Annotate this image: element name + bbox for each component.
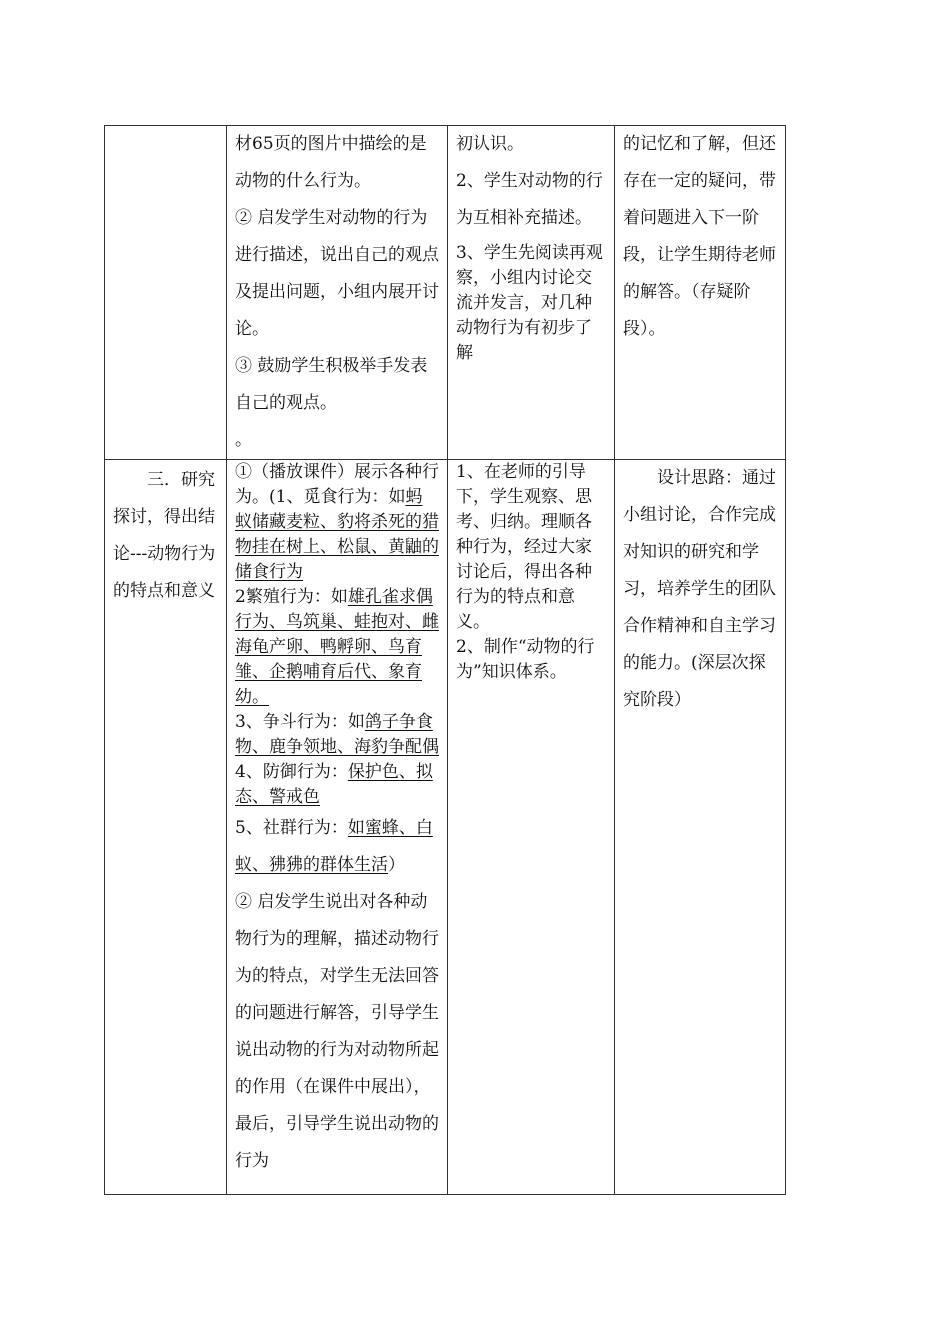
- teacher-activity-text: 。: [235, 430, 252, 450]
- teacher-activity-text: 4、防御行为：保护色、拟态、警戒色: [235, 762, 433, 807]
- feeding-examples: 蚂蚁储藏麦粒、豹将杀死的猎物挂在树上、松鼠、黄鼬的储食行为: [235, 487, 439, 582]
- stage-title: 三．研究探讨，得出结论---动物行为的特点和意义: [113, 470, 216, 601]
- student-activity-text: 1、在老师的引导下，学生观察、思考、归纳。理顺各种行为，经过大家讨论后，得出各种行为的特点和意义。: [456, 462, 592, 632]
- stage-cell: [105, 126, 227, 460]
- student-activity-text: 初认识。: [456, 134, 524, 154]
- design-intent-text: 设计思路：通过小组讨论，合作完成对知识的研究和学习，培养学生的团队合作精神和自主学习的能力。(深层次探究阶段）: [623, 468, 776, 710]
- table-row: [105, 460, 786, 1195]
- teacher-activity-text: 3、争斗行为：如鸽子争食物、鹿争领地、海豹争配偶: [235, 712, 439, 757]
- table-row: [105, 126, 786, 460]
- student-activity-cell: [448, 126, 615, 460]
- teacher-activity-text: ①（播放课件）展示各种行为。(1、觅食行为：如蚂蚁储藏麦粒、豹将杀死的猎物挂在树上、松鼠、黄鼬的储食行为: [235, 462, 439, 582]
- teacher-activity-text: 5、社群行为：如蜜蜂、白蚁、狒狒的群体生活）: [235, 818, 433, 875]
- social-examples: 如蜜蜂、白蚁、狒狒的群体生活: [235, 818, 433, 875]
- teacher-activity-cell: [227, 126, 448, 460]
- fighting-examples: 鸽子争食物、鹿争领地、海豹争配偶: [235, 712, 439, 757]
- reproduction-examples: 雄孔雀求偶行为、鸟筑巢、蛙抱对、雌海龟产卵、鸭孵卵、鸟育雏、企鹅哺育后代、象育幼。: [235, 587, 439, 707]
- teacher-activity-text: ② 启发学生说出对各种动物行为的理解，描述动物行为的特点，对学生无法回答的问题进行解答，引导学生说出动物的行为对动物所起的作用（在课件中展出），最后，引导学生说出动物的行为: [235, 892, 439, 1171]
- design-intent-text: 的记忆和了解，但还存在一定的疑问，带着问题进入下一阶段，让学生期待老师的解答。（存疑阶段）。: [623, 134, 776, 339]
- design-intent-cell: [615, 460, 786, 1195]
- student-activity-text: 2、制作“动物的行为”知识体系。: [456, 637, 595, 682]
- student-activity-text: 3、学生先阅读再观察，小组内讨论交流并发言，对几种动物行为有初步了解: [456, 243, 603, 363]
- student-activity-text: 2、学生对动物的行为互相补充描述。: [456, 171, 603, 228]
- teacher-activity-text: 材65页的图片中描绘的是动物的什么行为。: [235, 134, 427, 191]
- teacher-activity-cell: [227, 460, 448, 1195]
- design-intent-cell: [615, 126, 786, 460]
- lesson-plan-table: [104, 125, 786, 1195]
- student-activity-cell: [448, 460, 615, 1195]
- teacher-activity-text: ② 启发学生对动物的行为进行描述，说出自己的观点及提出问题，小组内展开讨论。: [235, 208, 439, 339]
- teacher-activity-text: 2繁殖行为：如雄孔雀求偶行为、鸟筑巢、蛙抱对、雌海龟产卵、鸭孵卵、鸟育雏、企鹅哺育后代、象育幼。: [235, 587, 439, 707]
- teacher-activity-text: ③ 鼓励学生积极举手发表自己的观点。: [235, 356, 428, 413]
- stage-cell: [105, 460, 227, 1195]
- defense-examples: 保护色、拟态、警戒色: [235, 762, 433, 807]
